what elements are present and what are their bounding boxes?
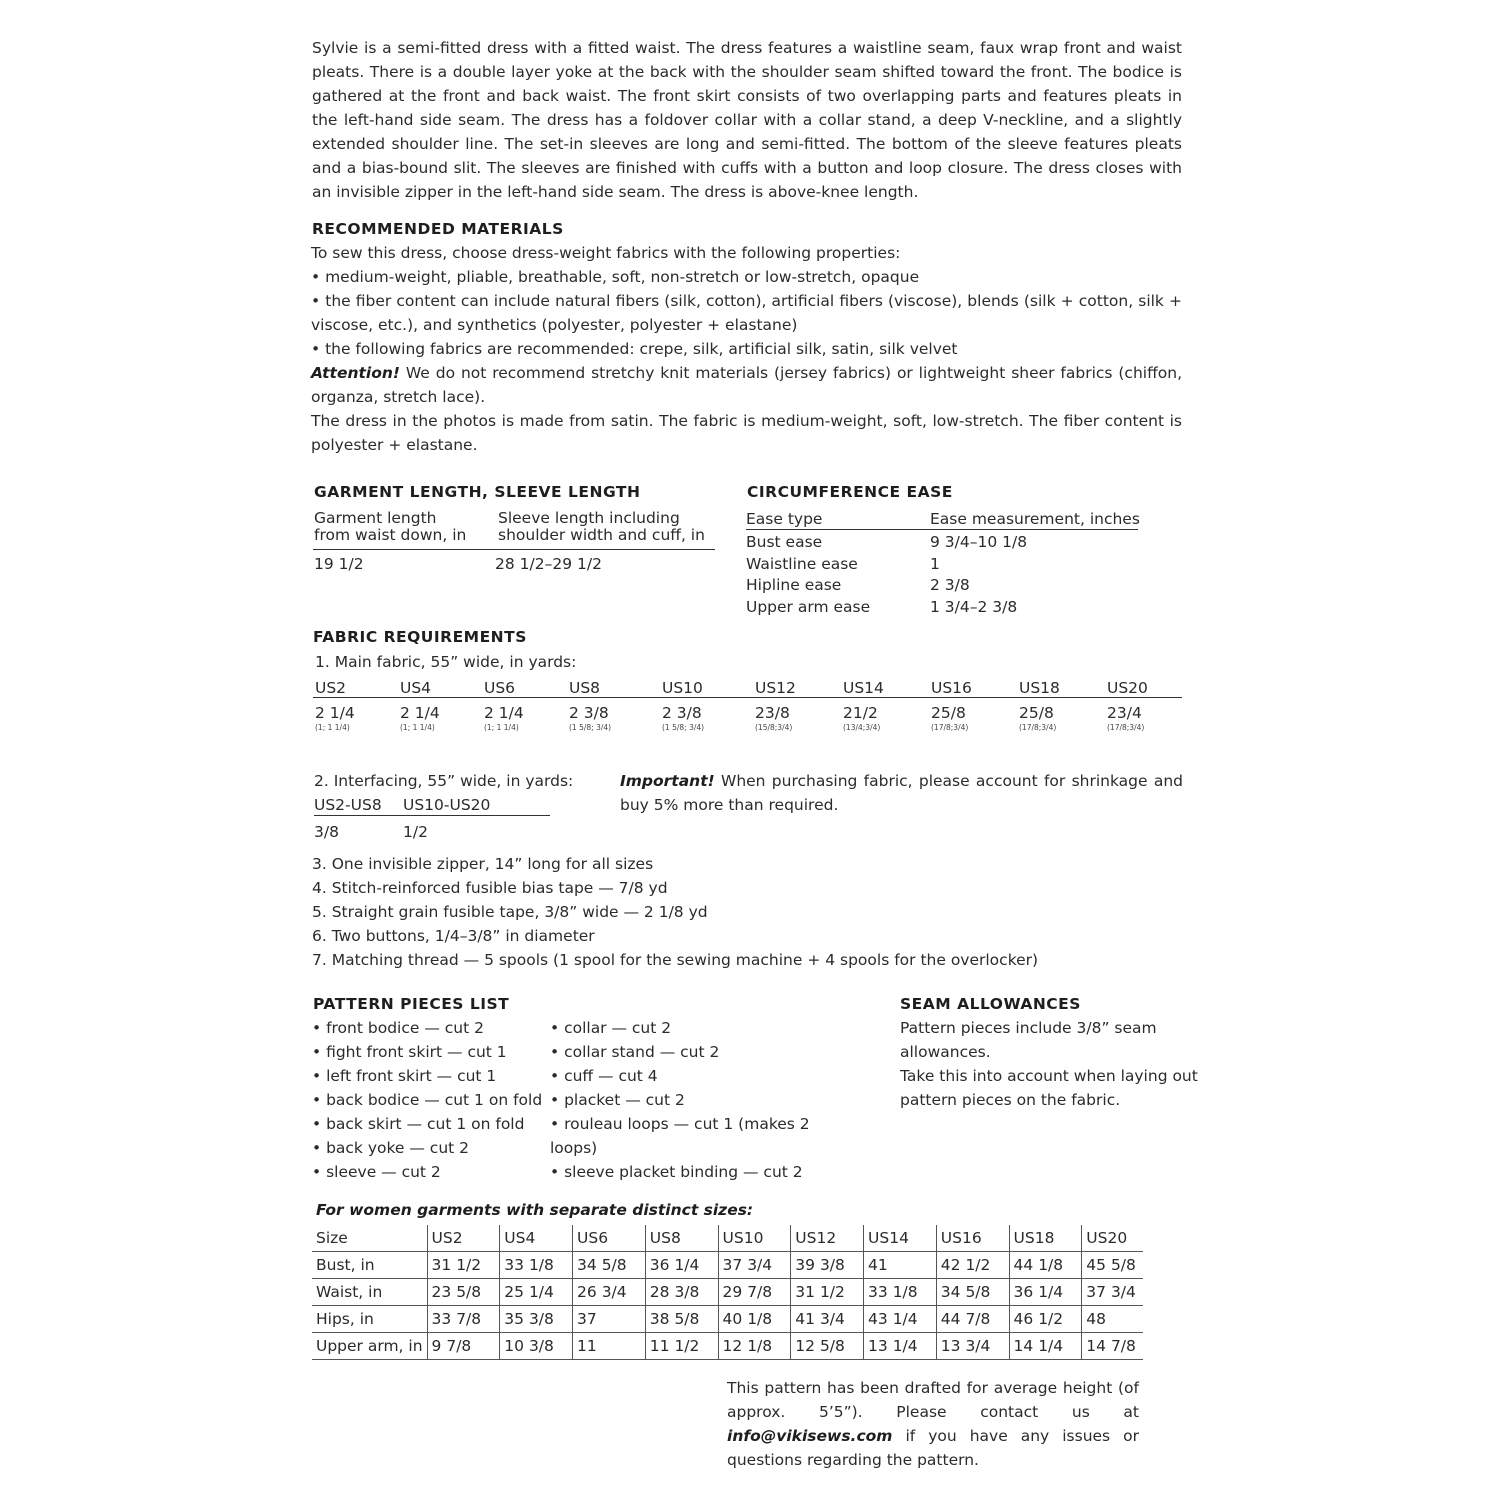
garment-table — [313, 510, 715, 580]
fabric-yardage-note: (1 5/8; 3/4) — [662, 723, 705, 732]
fabric-yardage: 2 1/4 — [315, 704, 355, 722]
notion-bias-tape: 4. Stitch-reinforced fusible bias tape — 7/8 yd — [312, 879, 668, 897]
fabric-yardage: 23/8 — [755, 704, 790, 722]
size-cell: 31 1/2 — [791, 1279, 864, 1306]
piece-item: • sleeve — cut 2 — [312, 1163, 441, 1181]
pieces-heading: PATTERN PIECES LIST — [313, 995, 510, 1013]
piece-item: • placket — cut 2 — [550, 1091, 685, 1109]
size-cell: 31 1/2 — [427, 1252, 500, 1279]
size-row-label: Bust, in — [312, 1252, 427, 1279]
size-cell: 28 3/8 — [645, 1279, 718, 1306]
size-cell: 37 3/4 — [718, 1252, 791, 1279]
size-row-label: Hips, in — [312, 1306, 427, 1333]
notions-list — [312, 852, 1038, 972]
fabric-size-label: US20 — [1107, 679, 1148, 697]
important-text: When purchasing fabric, please account for shrinkage and buy 5% more than required. — [620, 772, 1183, 814]
important-note — [620, 769, 1183, 817]
fabric-size-label: US12 — [755, 679, 796, 697]
size-cell: US18 — [1009, 1225, 1082, 1252]
pieces-column-1 — [312, 1016, 542, 1184]
ease-row — [746, 595, 1138, 617]
size-cell: 39 3/8 — [791, 1252, 864, 1279]
ease-type: Bust ease — [746, 533, 823, 551]
fabric-yardage-note: (17/8;3/4) — [931, 723, 969, 732]
piece-item: • front bodice — cut 2 — [312, 1019, 484, 1037]
fabric-size-label: US2 — [315, 679, 347, 697]
size-cell: 14 7/8 — [1082, 1333, 1143, 1360]
garment-table-rule — [313, 549, 715, 550]
intro-paragraph: Sylvie is a semi-fitted dress with a fitted waist. The dress features a waistline seam, faux wrap front and waist pleats. There is a double layer yoke at the back with the shoulder seam shifted toward the front. The bodice is gathered at the front and back waist. The front skirt consists of two overlapping parts and features pleats in the left-hand side seam. The dress has a foldover collar with a collar stand, a deep V-neckline, and a slightly extended shoulder line. The set-in sleeves are long and semi-fitted. The bottom of the sleeve features pleats and a bias-bound slit. The sleeves are finished with cuffs with a button and loop closure. The dress closes with an invisible zipper in the left-hand side seam. The dress is above-knee length. — [312, 39, 1182, 201]
ease-heading: CIRCUMFERENCE EASE — [747, 483, 953, 501]
size-cell: 36 1/4 — [1009, 1279, 1082, 1306]
interfacing-header-large: US10-US20 — [403, 796, 491, 814]
size-cell: 46 1/2 — [1009, 1306, 1082, 1333]
ease-row — [746, 552, 1138, 574]
size-cell: 34 5/8 — [573, 1252, 646, 1279]
fabric-yardage: 2 3/8 — [662, 704, 702, 722]
fabric-size-column — [484, 676, 524, 732]
size-cell: US12 — [791, 1225, 864, 1252]
size-cell: 36 1/4 — [645, 1252, 718, 1279]
size-cell: 38 5/8 — [645, 1306, 718, 1333]
size-cell: US8 — [645, 1225, 718, 1252]
ease-value: 1 3/4–2 3/8 — [930, 597, 1018, 616]
fabric-size-column — [1107, 676, 1148, 732]
piece-item: • left front skirt — cut 1 — [312, 1067, 497, 1085]
size-row-label: Waist, in — [312, 1279, 427, 1306]
size-cell: US20 — [1082, 1225, 1143, 1252]
size-cell: 23 5/8 — [427, 1279, 500, 1306]
size-cell: 12 5/8 — [791, 1333, 864, 1360]
ease-row — [746, 530, 1138, 552]
fabric-yardage-note: (17/8;3/4) — [1107, 723, 1145, 732]
size-cell: US14 — [864, 1225, 937, 1252]
seam-line: Pattern pieces include 3/8” seam — [900, 1019, 1157, 1037]
fabric-size-label: US8 — [569, 679, 601, 697]
size-cell: 9 7/8 — [427, 1333, 500, 1360]
fabric-yardage-note: (13/4;3/4) — [843, 723, 881, 732]
piece-item: • back bodice — cut 1 on fold — [312, 1091, 543, 1109]
garment-length-header: Garment length from waist down, in — [314, 509, 467, 544]
attention-label: Attention! — [311, 364, 400, 382]
size-cell: 43 1/4 — [864, 1306, 937, 1333]
ease-measure-header: Ease measurement, inches — [930, 510, 1140, 528]
fabric-size-label: US18 — [1019, 679, 1060, 697]
notion-straight-tape: 5. Straight grain fusible tape, 3/8” wide — 2 1/8 yd — [312, 903, 708, 921]
fabric-size-column — [315, 676, 355, 732]
ease-value: 1 — [930, 554, 940, 573]
fabric-size-column — [662, 676, 704, 732]
size-cell: 37 — [573, 1306, 646, 1333]
notion-thread: 7. Matching thread — 5 spools (1 spool for the sewing machine + 4 spools for the overlocker) — [312, 951, 1039, 969]
size-cell: 14 1/4 — [1009, 1333, 1082, 1360]
fabric-size-label: US16 — [931, 679, 972, 697]
piece-item: • collar stand — cut 2 — [550, 1043, 720, 1061]
pieces-column-2 — [550, 1016, 810, 1184]
ease-type-header: Ease type — [746, 510, 823, 528]
size-cell: US16 — [936, 1225, 1009, 1252]
size-cell: 42 1/2 — [936, 1252, 1009, 1279]
ease-row — [746, 573, 1138, 595]
fabric-yardage: 21/2 — [843, 704, 878, 722]
important-label: Important! — [620, 772, 715, 790]
fabric-yardage: 25/8 — [931, 704, 966, 722]
piece-item: • back yoke — cut 2 — [312, 1139, 470, 1157]
footer-text-before: This pattern has been drafted for average height (of approx. 5’5”). Please contact us at — [727, 1379, 1139, 1421]
fabric-size-column — [755, 676, 796, 732]
seam-text — [900, 1016, 1198, 1112]
sleeve-length-header: Sleeve length including shoulder width and cuff, in — [498, 509, 705, 544]
size-chart-title: For women garments with separate distinct sizes: — [316, 1201, 754, 1219]
interfacing-table — [314, 793, 550, 845]
ease-type: Upper arm ease — [746, 597, 871, 616]
fabric-size-label: US4 — [400, 679, 432, 697]
fabric-yardage: 2 1/4 — [400, 704, 440, 722]
size-row-label: Upper arm, in — [312, 1333, 427, 1360]
fabric-heading: FABRIC REQUIREMENTS — [313, 628, 527, 646]
size-cell: 40 1/8 — [718, 1306, 791, 1333]
fabric-yardage: 25/8 — [1019, 704, 1054, 722]
sleeve-length-value: 28 1/2–29 1/2 — [495, 555, 602, 573]
size-table-row — [312, 1279, 1143, 1306]
piece-item: • cuff — cut 4 — [550, 1067, 658, 1085]
interfacing-value-large: 1/2 — [403, 823, 428, 841]
attention-text: We do not recommend stretchy knit materials (jersey fabrics) or lightweight sheer fabrics (chiffon, organza, stretch lace). — [311, 364, 1182, 406]
fabric-yardage-note: (17/8;3/4) — [1019, 723, 1057, 732]
size-chart-table — [312, 1225, 1143, 1360]
ease-table — [746, 507, 1138, 616]
fabric-size-column — [1019, 676, 1060, 732]
attention-note — [311, 361, 1182, 409]
size-table-row — [312, 1333, 1143, 1360]
size-cell: 25 1/4 — [500, 1279, 573, 1306]
fabric-size-column — [843, 676, 884, 732]
interfacing-label: 2. Interfacing, 55” wide, in yards: — [314, 772, 574, 790]
materials-bullet-2: • the fiber content can include natural fibers (silk, cotton), artificial fibers (viscose), blends (silk + cotton, silk + viscose, etc.), and synthetics (polyester, polyester + elastane) — [311, 292, 1182, 334]
piece-item: • rouleau loops — cut 1 (makes 2 — [550, 1115, 810, 1133]
footer-note — [727, 1376, 1139, 1472]
fabric-yardage: 2 3/8 — [569, 704, 609, 722]
materials-bullet-3: • the following fabrics are recommended: crepe, silk, artificial silk, satin, silk velvet — [311, 340, 958, 358]
size-cell: 44 1/8 — [1009, 1252, 1082, 1279]
size-header-row — [312, 1225, 1143, 1252]
garment-heading: GARMENT LENGTH, SLEEVE LENGTH — [314, 483, 641, 501]
photo-note: The dress in the photos is made from satin. The fabric is medium-weight, soft, low-stretch. The fiber content is polyester + elastane. — [311, 412, 1182, 454]
size-cell: 13 3/4 — [936, 1333, 1009, 1360]
size-table-row — [312, 1252, 1143, 1279]
piece-item: • back skirt — cut 1 on fold — [312, 1115, 525, 1133]
notion-zipper: 3. One invisible zipper, 14” long for all sizes — [312, 855, 654, 873]
fabric-yardage-note: (1; 1 1/4) — [315, 723, 350, 732]
garment-length-value: 19 1/2 — [314, 555, 364, 573]
contact-email-link[interactable]: info@vikisews.com — [727, 1427, 893, 1445]
ease-type: Waistline ease — [746, 554, 858, 573]
piece-item: • collar — cut 2 — [550, 1019, 672, 1037]
footer-text-after: if you have any issues or questions regarding the pattern. — [727, 1427, 1139, 1469]
ease-header-row — [746, 507, 1138, 530]
interfacing-rule — [314, 815, 550, 816]
piece-item: • fight front skirt — cut 1 — [312, 1043, 507, 1061]
interfacing-value-small: 3/8 — [314, 823, 339, 841]
size-cell: US6 — [573, 1225, 646, 1252]
main-fabric-label: 1. Main fabric, 55” wide, in yards: — [315, 653, 577, 671]
fabric-size-label: US14 — [843, 679, 884, 697]
size-cell: 26 3/4 — [573, 1279, 646, 1306]
main-fabric-table — [313, 676, 1182, 746]
size-cell: US2 — [427, 1225, 500, 1252]
size-cell: 33 1/8 — [864, 1279, 937, 1306]
fabric-yardage-note: (1 5/8; 3/4) — [569, 723, 612, 732]
seam-heading: SEAM ALLOWANCES — [900, 995, 1081, 1013]
size-cell: 34 5/8 — [936, 1279, 1009, 1306]
size-cell: 11 1/2 — [645, 1333, 718, 1360]
piece-item: • sleeve placket binding — cut 2 — [550, 1163, 803, 1181]
size-cell: 41 3/4 — [791, 1306, 864, 1333]
size-cell: 11 — [573, 1333, 646, 1360]
size-cell: US4 — [500, 1225, 573, 1252]
fabric-yardage-note: (1; 1 1/4) — [400, 723, 435, 732]
seam-line: Take this into account when laying out — [900, 1067, 1198, 1085]
seam-line: pattern pieces on the fabric. — [900, 1091, 1121, 1109]
size-cell: US10 — [718, 1225, 791, 1252]
size-cell: 48 — [1082, 1306, 1143, 1333]
size-cell: 13 1/4 — [864, 1333, 937, 1360]
ease-type: Hipline ease — [746, 576, 842, 594]
ease-value: 9 3/4–10 1/8 — [930, 533, 1028, 551]
size-cell: 45 5/8 — [1082, 1252, 1143, 1279]
seam-line: allowances. — [900, 1043, 991, 1061]
fabric-size-label: US6 — [484, 679, 516, 697]
size-cell: 35 3/8 — [500, 1306, 573, 1333]
notion-buttons: 6. Two buttons, 1/4–3/8” in diameter — [312, 927, 595, 945]
fabric-yardage-note: (1; 1 1/4) — [484, 723, 519, 732]
size-cell: 33 1/8 — [500, 1252, 573, 1279]
size-cell: 12 1/8 — [718, 1333, 791, 1360]
ease-value: 2 3/8 — [930, 576, 970, 594]
fabric-size-column — [569, 676, 611, 732]
ease-rows — [746, 530, 1138, 616]
fabric-size-label: US10 — [662, 679, 703, 697]
size-cell: 33 7/8 — [427, 1306, 500, 1333]
size-cell: 41 — [864, 1252, 937, 1279]
materials-section — [311, 241, 1182, 457]
size-cell: 29 7/8 — [718, 1279, 791, 1306]
fabric-size-column — [931, 676, 972, 732]
materials-bullet-1: • medium-weight, pliable, breathable, soft, non-stretch or low-stretch, opaque — [311, 268, 920, 286]
materials-intro: To sew this dress, choose dress-weight fabrics with the following properties: — [311, 244, 901, 262]
materials-heading: RECOMMENDED MATERIALS — [312, 220, 564, 238]
fabric-yardage-note: (15/8;3/4) — [755, 723, 793, 732]
size-cell: 44 7/8 — [936, 1306, 1009, 1333]
fabric-size-column — [400, 676, 440, 732]
fabric-yardage: 23/4 — [1107, 704, 1142, 722]
size-table-row — [312, 1306, 1143, 1333]
interfacing-header-small: US2-US8 — [314, 796, 382, 814]
size-cell: 37 3/4 — [1082, 1279, 1143, 1306]
size-cell: 10 3/8 — [500, 1333, 573, 1360]
fabric-yardage: 2 1/4 — [484, 704, 524, 722]
size-row-label: Size — [312, 1225, 427, 1252]
piece-item: loops) — [550, 1139, 598, 1157]
